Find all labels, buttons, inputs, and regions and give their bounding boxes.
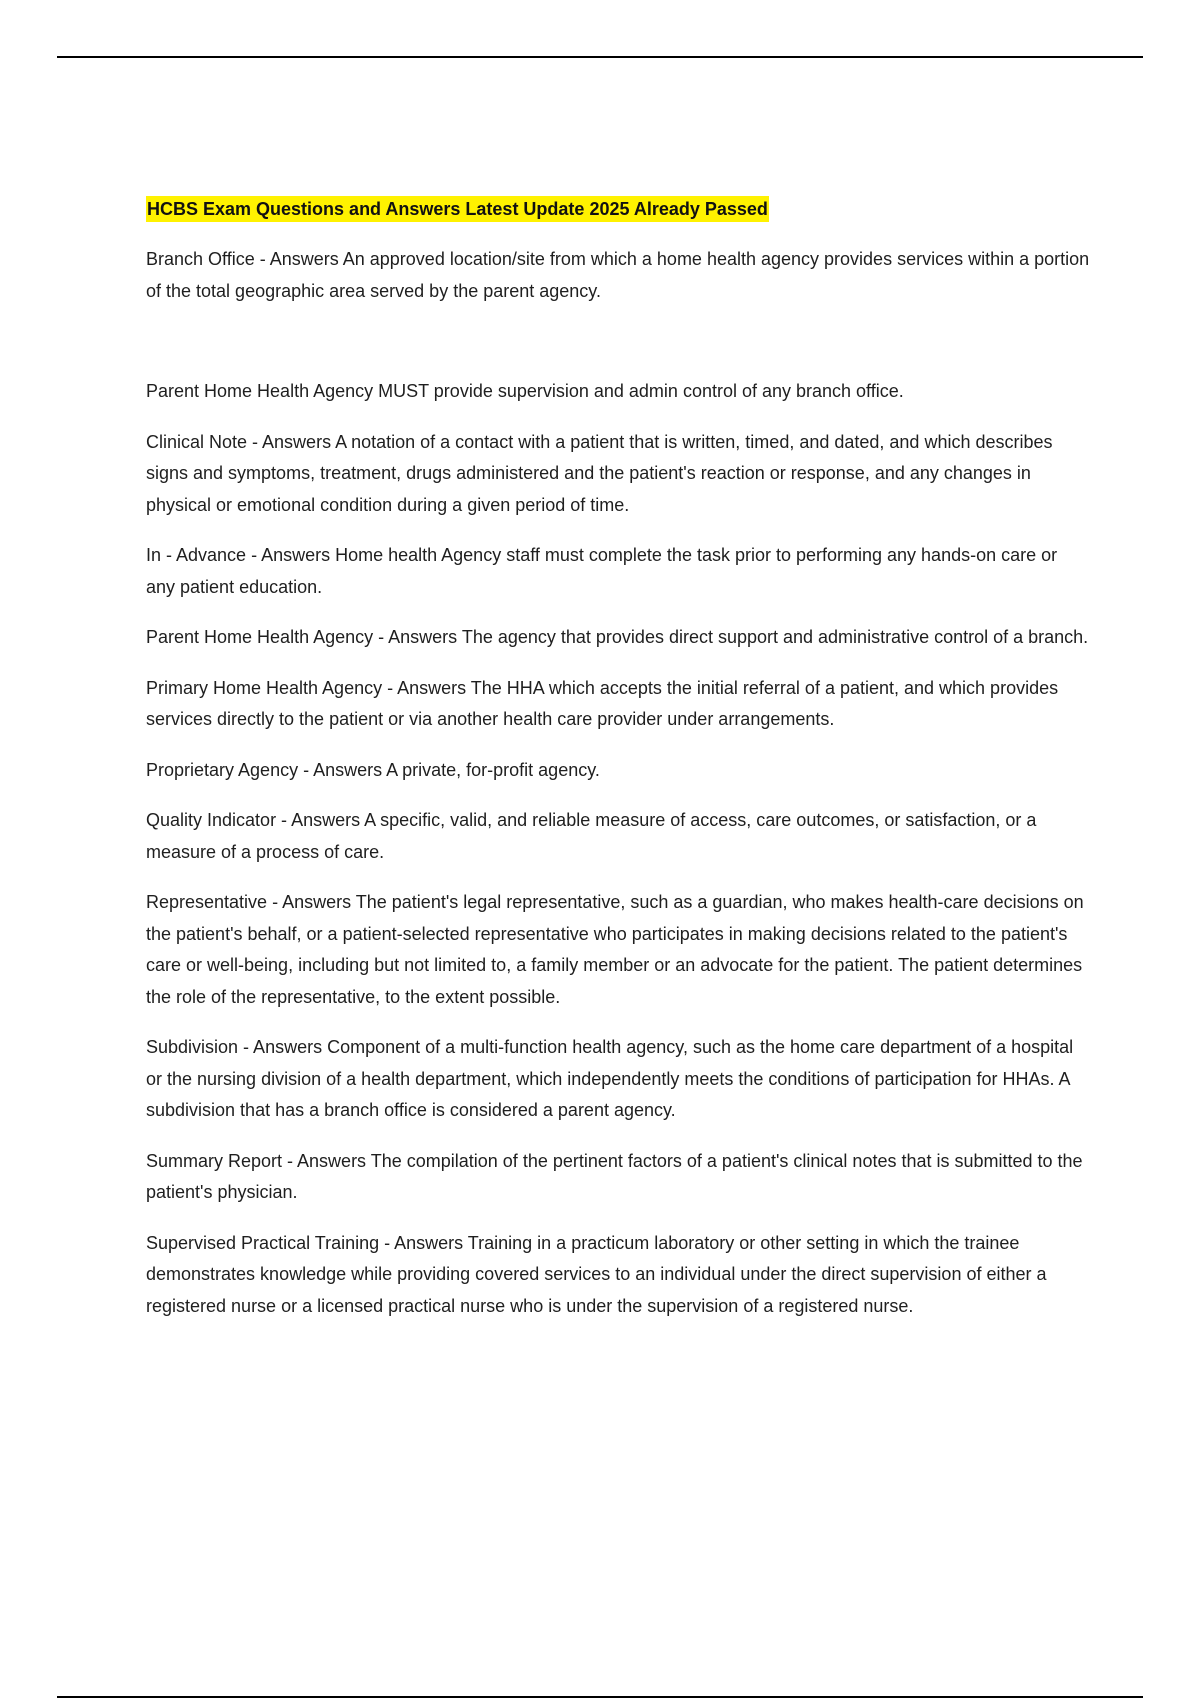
- paragraph-supervised-practical-training: Supervised Practical Training - Answers Training in a practicum laboratory or other setting in which the trainee demonstrates knowledge while providing covered services to an individual under the direct supervision of either a registered nurse or a licensed practical nurse who is under the supervision of a registered nurse.: [146, 1232, 1047, 1316]
- paragraph-subdivision: Subdivision - Answers Component of a multi-function health agency, such as the home care department of a hospital or the nursing division of a health department, which independently meets the conditions of participation for HHAs. A subdivision that has a branch office is considered a parent agency.: [146, 1037, 1074, 1120]
- paragraph-quality-indicator: Quality Indicator - Answers A specific, valid, and reliable measure of access, care outcomes, or satisfaction, or a measure of a process of care.: [146, 810, 1037, 862]
- paragraph-branch-office: Branch Office - Answers An approved location/site from which a home health agency provides services within a portion of the total geographic area served by the parent agency.: [146, 249, 1090, 301]
- paragraph-parent-agency-supervision: Parent Home Health Agency MUST provide supervision and admin control of any branch office.: [146, 381, 904, 401]
- paragraph-in-advance: In - Advance - Answers Home health Agency staff must complete the task prior to performing any hands-on care or any patient education.: [146, 545, 1058, 597]
- paragraph-summary-report: Summary Report - Answers The compilation of the pertinent factors of a patient's clinical notes that is submitted to the patient's physician.: [146, 1150, 1083, 1202]
- paragraph-representative: Representative - Answers The patient's legal representative, such as a guardian, who makes health-care decisions on the patient's behalf, or a patient-selected representative who participates in making decisions related to the patient's care or well-being, including but not limited to, a family member or an advocate for the patient. The patient determines the role of the representative, to the extent possible.: [146, 892, 1084, 1007]
- document-title: HCBS Exam Questions and Answers Latest Update 2025 Already Passed: [146, 196, 769, 222]
- paragraph-parent-home-health-agency: Parent Home Health Agency - Answers The agency that provides direct support and administrative control of a branch.: [146, 627, 1089, 647]
- paragraph-clinical-note: Clinical Note - Answers A notation of a contact with a patient that is written, timed, and dated, and which describes signs and symptoms, treatment, drugs administered and the patient's reaction or response, and any changes in physical or emotional condition during a given period of time.: [146, 431, 1053, 515]
- paragraph-primary-home-health-agency: Primary Home Health Agency - Answers The HHA which accepts the initial referral of a patient, and which provides services directly to the patient or via another health care provider under arrangements.: [146, 677, 1059, 729]
- paragraph-proprietary-agency: Proprietary Agency - Answers A private, for-profit agency.: [146, 759, 600, 780]
- document-body: [146, 196, 1091, 1341]
- header-rule: [57, 56, 1143, 58]
- footer-rule: [57, 1696, 1143, 1698]
